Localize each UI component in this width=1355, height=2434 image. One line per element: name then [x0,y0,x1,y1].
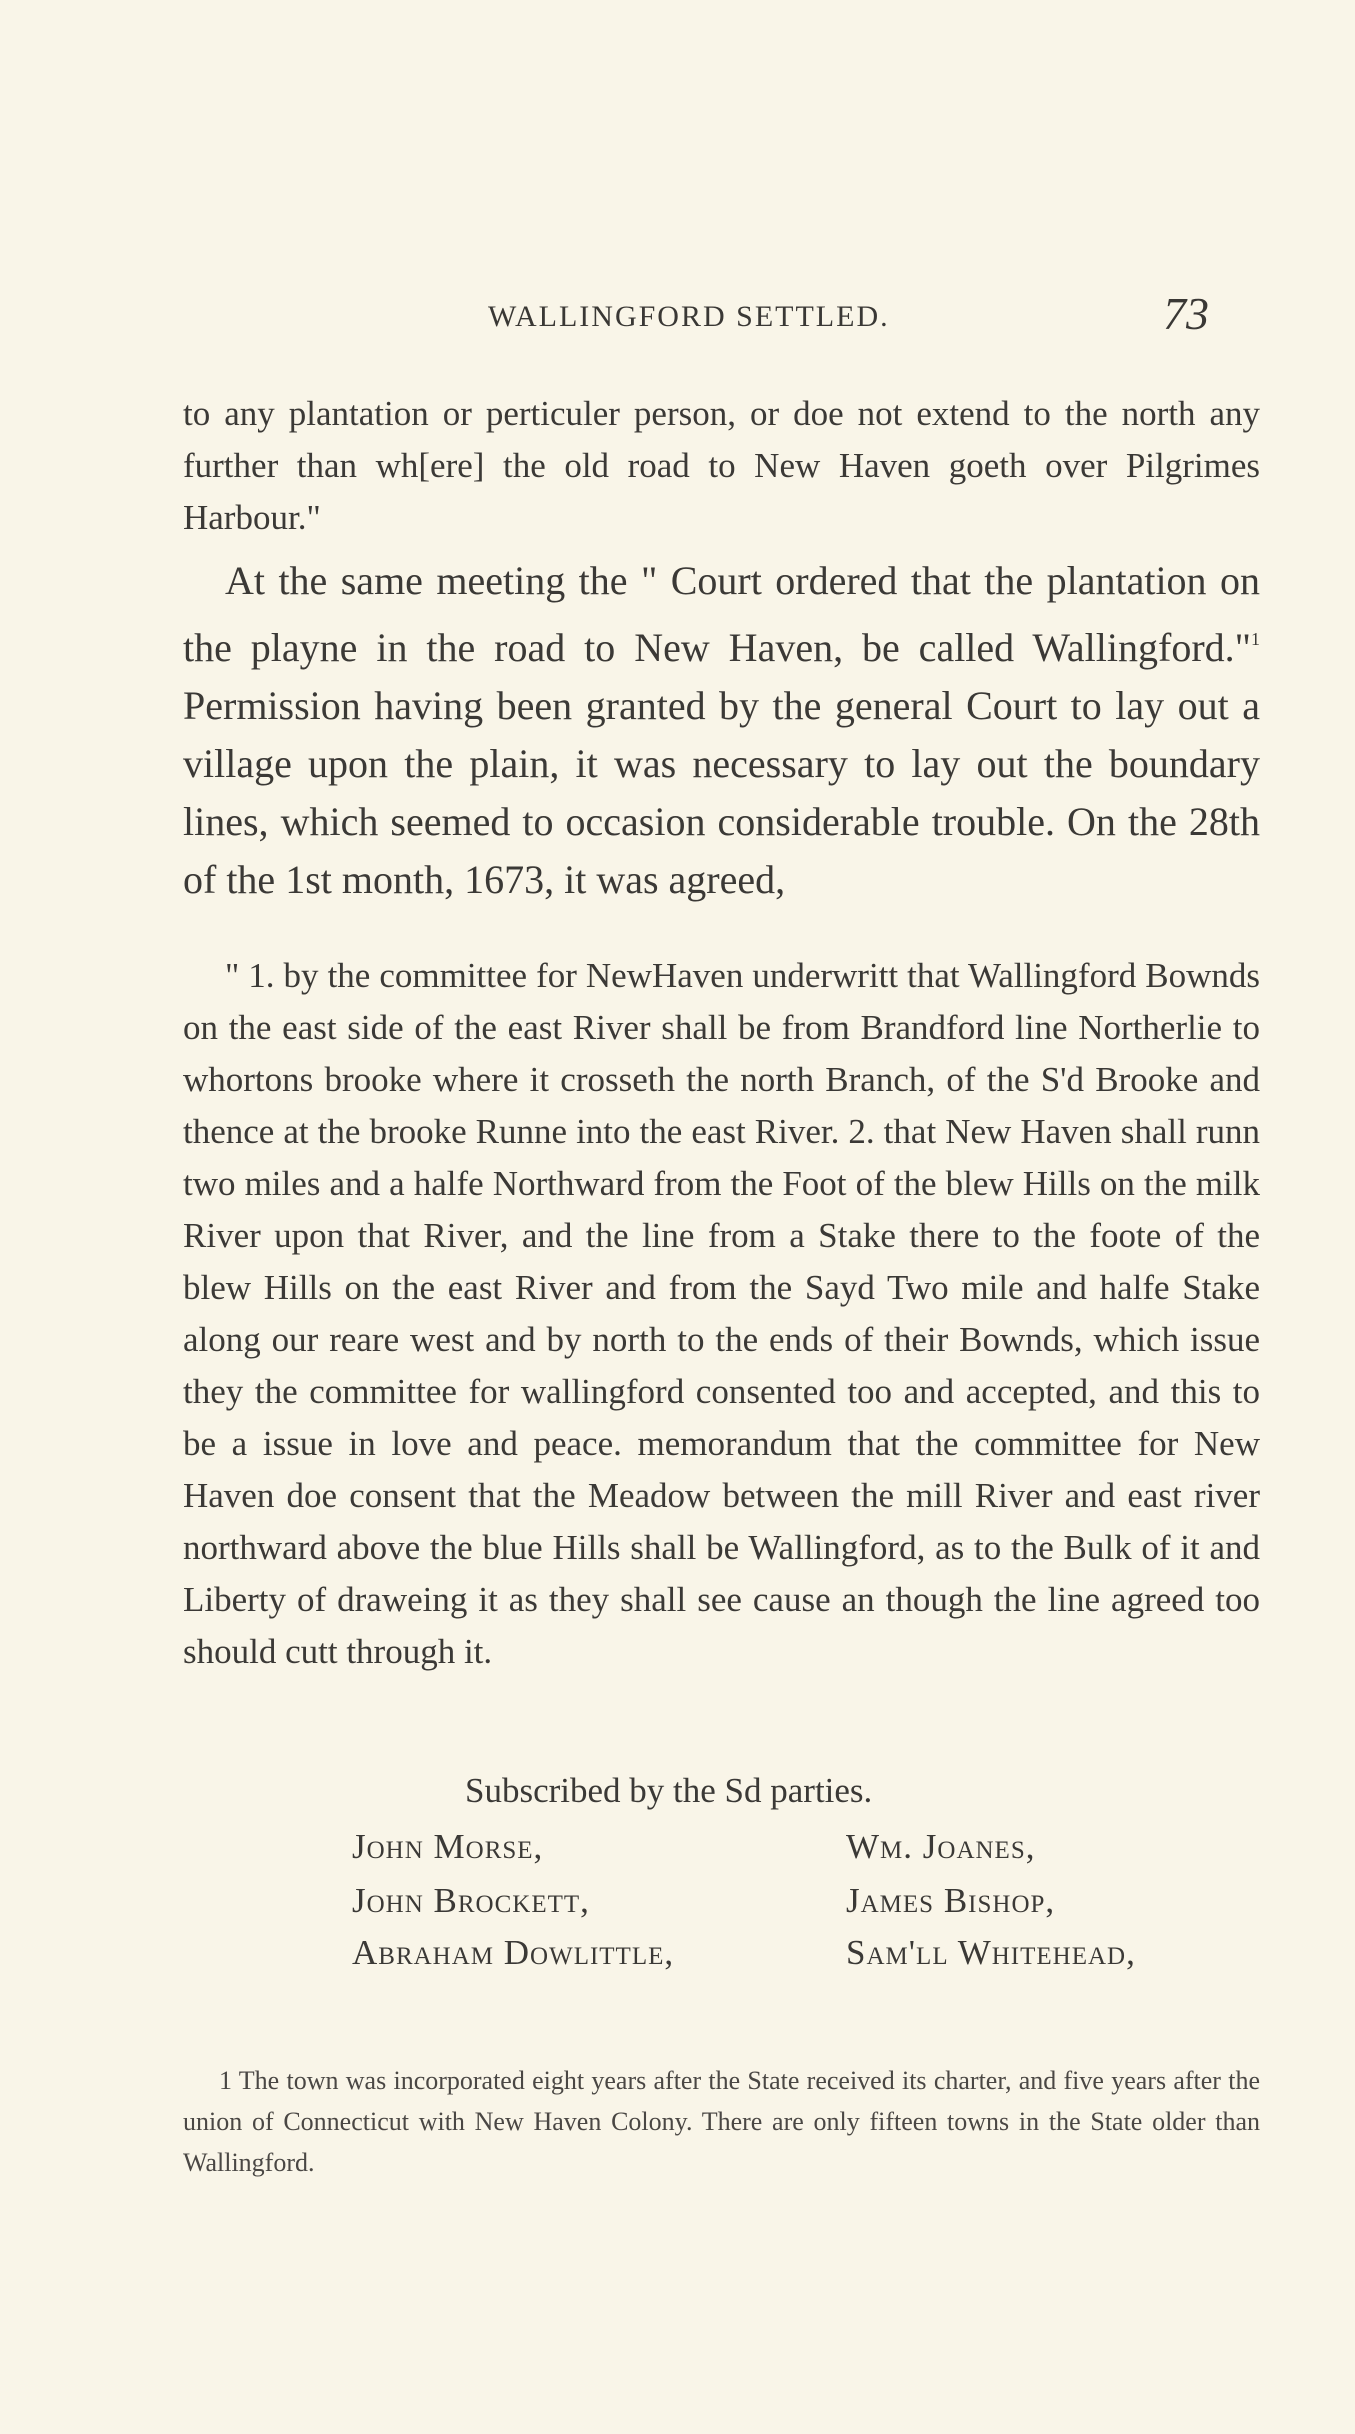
page-number: 73 [1163,288,1209,339]
main-paragraph-text-continued: Permission having been granted by the general Court to lay out a village upon the plain, it was necessary to lay out the boundary lines, which seemed to occasion considerable trouble. On the 28th of the 1st month, 1673, it was agreed, [183,683,1260,902]
signatory-abraham-dowlittle: Abraham Dowlittle, [352,1933,675,1972]
signatory-john-morse: John Morse, [352,1827,544,1866]
signatory-james-bishop: James Bishop, [846,1881,1056,1920]
main-paragraph-text: At the same meeting the " Court ordered that the plantation on the playne in the road to New Haven, be called Wallingford." [183,558,1260,670]
signatory-john-brockett: John Brockett, [352,1881,590,1920]
signatory-wm-joanes: Wm. Joanes, [846,1827,1036,1866]
subscribed-line: Subscribed by the Sd parties. [465,1771,873,1810]
footnote-reference[interactable]: 1 [1251,629,1260,649]
continuation-paragraph: to any plantation or perticuler person, or doe not extend to the north any further than wh[ere] the old road to New Haven goeth over Pilgrimes Harbour." [183,394,1260,537]
footnote: 1 The town was incorporated eight years after the State received its charter, and five years after the union of Connecticut with New Haven Colony. There are only fifteen towns in the State older than Wallingford. [183,2066,1260,2177]
quoted-agreement: " 1. by the committee for NewHaven underwritt that Wallingford Bownds on the east side of the east River shall be from Brandford line Northerlie to whortons brooke where it crosseth the north Branch, of the S'd Brooke and thence at the brooke Runne into the east River. 2. that New Haven shall runn two miles and a halfe Northward from the Foot of the blew Hills on the milk River upon that River, and the line from a Stake there to the foote of the blew Hills on the east River and from the Sayd Two mile and halfe Stake along our reare west and by north to the ends of their Bownds, which issue they the committee for wallingford consented too and accepted, and this to be a issue in love and peace. memorandum that the committee for New Haven doe consent that the Meadow between the mill River and east river northward above the blue Hills shall be Wallingford, as to the Bulk of it and Liberty of draweing it as they shall see cause an though the line agreed too should cutt through it. [183,956,1260,1671]
main-paragraph [183,552,1260,909]
signatory-samll-whitehead: Sam'll Whitehead, [846,1933,1136,1972]
running-head: WALLINGFORD SETTLED. [488,300,890,333]
